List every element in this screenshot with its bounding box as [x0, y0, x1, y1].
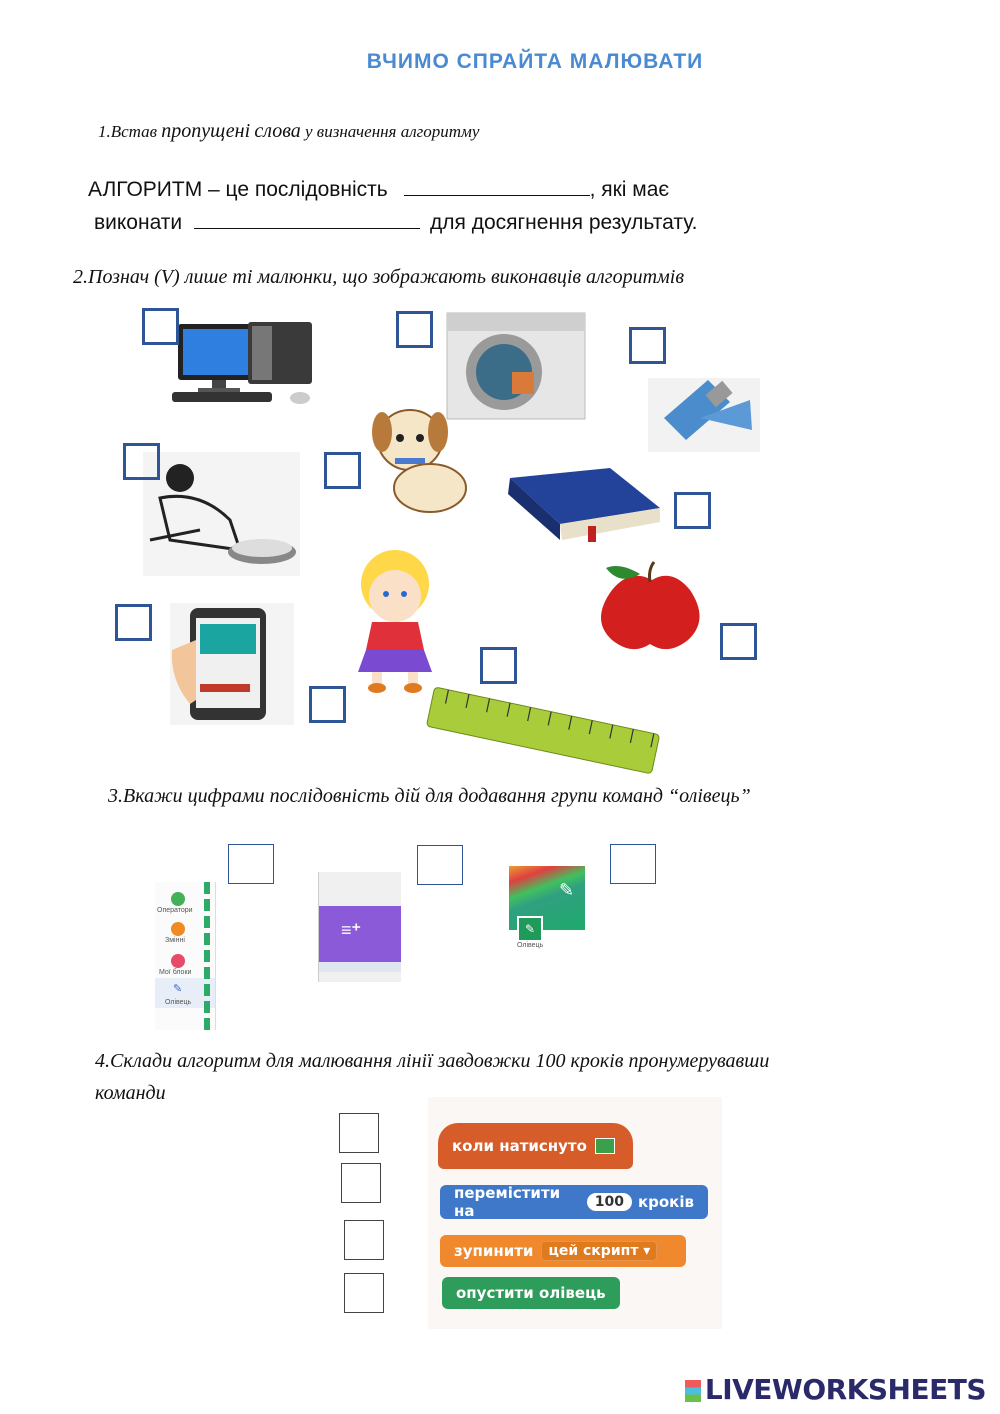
stop-label: зупинити — [454, 1242, 534, 1260]
task1-line2-start: виконати — [94, 211, 183, 234]
usb-drive-image — [648, 378, 760, 452]
move-label-a: перемістити на — [454, 1184, 561, 1220]
pencil-icon: ✎ — [559, 880, 575, 900]
move-steps-block[interactable] — [440, 1185, 708, 1219]
when-label: коли натиснуто — [452, 1137, 587, 1155]
puppy-image — [372, 410, 466, 512]
ruler-image — [426, 687, 659, 774]
task1-line1 — [88, 178, 669, 202]
book-image — [508, 468, 660, 542]
stop-option-label: цей скрипт — [548, 1243, 639, 1259]
task4-prompt-line1: 4.Склади алгоритм для малювання лінії завдовжки 100 кроків пронумерувавши — [95, 1050, 770, 1072]
panel-footer — [319, 962, 401, 972]
washing-machine-image — [447, 313, 585, 419]
task3-prompt: 3.Вкажи цифрами послідовність дій для додавання групи команд “олівець” — [108, 785, 751, 807]
checkbox-apple[interactable] — [720, 623, 757, 660]
answer-box-when-flag[interactable] — [339, 1113, 379, 1153]
pen-extension-label: Олівець — [517, 942, 544, 949]
smartphone-image — [170, 603, 294, 725]
code-blocks-area — [428, 1097, 722, 1329]
pen-down-block[interactable] — [442, 1277, 620, 1309]
answer-box-pen-down[interactable] — [344, 1273, 384, 1313]
task4-prompt-line2: команди — [95, 1082, 166, 1104]
checkbox-ruler[interactable] — [309, 686, 346, 723]
palette-item-variables[interactable]: Змінні — [165, 937, 185, 944]
checkbox-computer[interactable] — [142, 308, 179, 345]
my-blocks-dot-icon — [171, 954, 185, 968]
task1-line1-start: АЛГОРИТМ – це послідовність — [88, 178, 388, 201]
extension-panel — [318, 872, 401, 982]
pen-extension-card[interactable] — [509, 866, 585, 952]
apple-image — [601, 562, 700, 649]
page-title: ВЧИМО СПРАЙТА МАЛЮВАТИ — [366, 50, 704, 73]
checkbox-puppy[interactable] — [324, 452, 361, 489]
operators-dot-icon — [171, 892, 185, 906]
stop-option-dropdown[interactable] — [541, 1241, 657, 1261]
answer-box-extension[interactable] — [417, 845, 463, 885]
task1-prompt-a: 1.Встав — [98, 122, 158, 141]
stop-script-block[interactable] — [440, 1235, 686, 1267]
pen-icon: ✎ — [173, 983, 183, 995]
palette-item-my-blocks[interactable]: Мої блоки — [159, 969, 192, 976]
palette-divider — [204, 882, 210, 1030]
checkbox-book[interactable] — [674, 492, 711, 529]
answer-box-pen-card[interactable] — [610, 844, 656, 884]
blank-2[interactable] — [194, 228, 420, 229]
task2-prompt: 2.Познач (V) лише ті малюнки, що зображають виконавців алгоритмів — [73, 266, 685, 288]
when-flag-clicked-block[interactable] — [438, 1123, 633, 1169]
move-steps-input[interactable]: 100 — [587, 1193, 632, 1211]
task2-images — [0, 300, 1000, 780]
dropdown-arrow-icon: ▾ — [638, 1243, 651, 1259]
checkbox-usb-drive[interactable] — [629, 327, 666, 364]
task1-line2-end: для досягнення результату. — [430, 211, 698, 234]
task1-line1-end: , які має — [589, 178, 670, 201]
add-extension-button[interactable] — [319, 906, 401, 962]
checkbox-smartphone[interactable] — [115, 604, 152, 641]
girl-image — [358, 550, 432, 693]
add-extension-icon: ≡⁺ — [341, 920, 362, 940]
checkbox-washing-machine[interactable] — [396, 311, 433, 348]
task1-line2 — [94, 211, 697, 235]
liveworksheets-logo — [685, 1373, 986, 1406]
task1-prompt-c: слова — [254, 120, 301, 142]
pen-down-label: опустити олівець — [456, 1284, 606, 1302]
checkbox-robot-vacuum[interactable] — [123, 443, 160, 480]
logo-mark-icon — [685, 1380, 701, 1402]
checkbox-girl[interactable] — [480, 647, 517, 684]
variables-dot-icon — [171, 922, 185, 936]
task1-prompt-b: пропущені — [161, 120, 251, 142]
answer-box-stop[interactable] — [344, 1220, 384, 1260]
logo-text: LIVEWORKSHEETS — [704, 1373, 986, 1406]
blank-1[interactable] — [404, 195, 590, 196]
palette-item-operators[interactable]: Оператори — [157, 907, 193, 914]
move-label-b: кроків — [637, 1193, 694, 1211]
answer-box-move[interactable] — [341, 1163, 381, 1203]
resting-person-robot-vacuum-image — [143, 452, 300, 576]
task1-prompt-d: у визначення алгоритму — [305, 122, 480, 141]
task1-prompt — [98, 120, 479, 143]
palette-item-pen[interactable]: Олівець — [165, 999, 192, 1006]
computer-image — [172, 322, 312, 404]
green-flag-icon — [595, 1138, 615, 1154]
pen-badge-icon: ✎ — [517, 916, 543, 942]
answer-box-palette[interactable] — [228, 844, 274, 884]
